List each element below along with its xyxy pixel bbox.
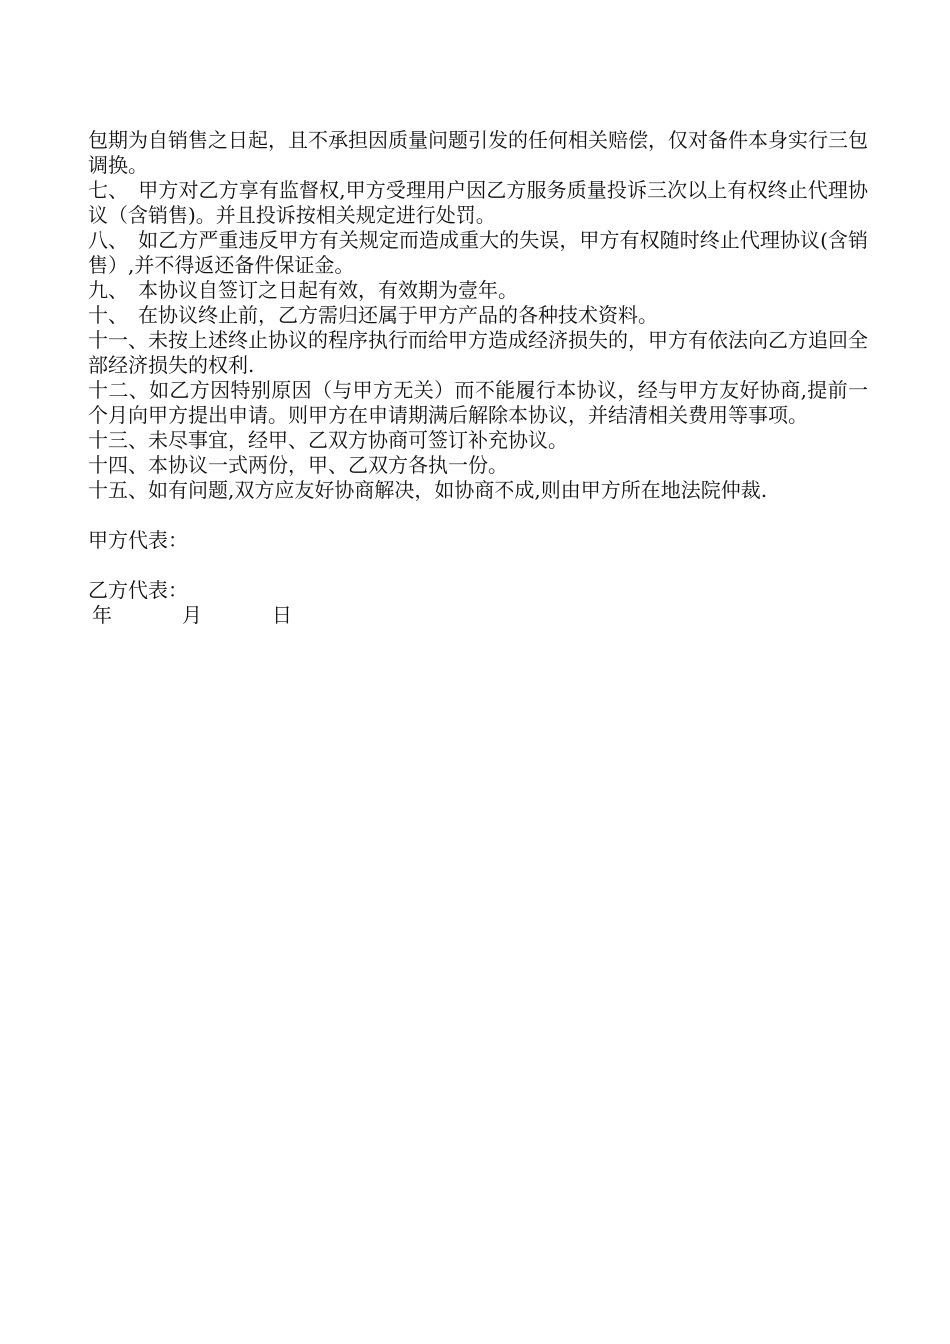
clause-10: 十、 在协议终止前，乙方需归还属于甲方产品的各种技术资料。 <box>88 303 658 327</box>
spacer <box>88 553 868 578</box>
clause-12: 十二、如乙方因特别原因（与甲方无关）而不能履行本协议，经与甲方友好协商,提前一个月向甲方提出申请。则甲方在申请期满后解除本协议，并结清相关费用等事项。 <box>88 378 868 427</box>
date-month: 月 <box>182 603 202 627</box>
clause-15: 十五、如有问题,双方应友好协商解决，如协商不成,则由甲方所在地法院仲裁. <box>88 478 768 502</box>
clause-8: 八、 如乙方严重违反甲方有关规定而造成重大的失误，甲方有权随时终止代理协议(含销售）,并不得返还备件保证金。 <box>88 228 868 277</box>
document-page <box>88 128 868 628</box>
party-b-signature-label: 乙方代表： <box>88 578 188 602</box>
clause-paragraph: 包期为自销售之日起，且不承担因质量问题引发的任何相关赔偿，仅对备件本身实行三包调换。 <box>88 128 868 177</box>
clause-14: 十四、本协议一式两份，甲、乙双方各执一份。 <box>88 453 508 477</box>
party-a-signature-label: 甲方代表： <box>88 528 188 552</box>
date-line <box>88 603 868 628</box>
clause-9: 九、 本协议自签订之日起有效，有效期为壹年。 <box>88 278 518 302</box>
spacer <box>88 503 868 528</box>
clause-13: 十三、未尽事宜，经甲、乙双方协商可签订补充协议。 <box>88 428 568 452</box>
clause-11: 十一、未按上述终止协议的程序执行而给甲方造成经济损失的，甲方有依法向乙方追回全部经济损失的权利. <box>88 328 868 377</box>
date-year: 年 <box>92 603 112 627</box>
date-day: 日 <box>272 603 292 627</box>
clause-7: 七、 甲方对乙方享有监督权,甲方受理用户因乙方服务质量投诉三次以上有权终止代理协议（含销售)。并且投诉按相关规定进行处罚。 <box>88 178 868 227</box>
